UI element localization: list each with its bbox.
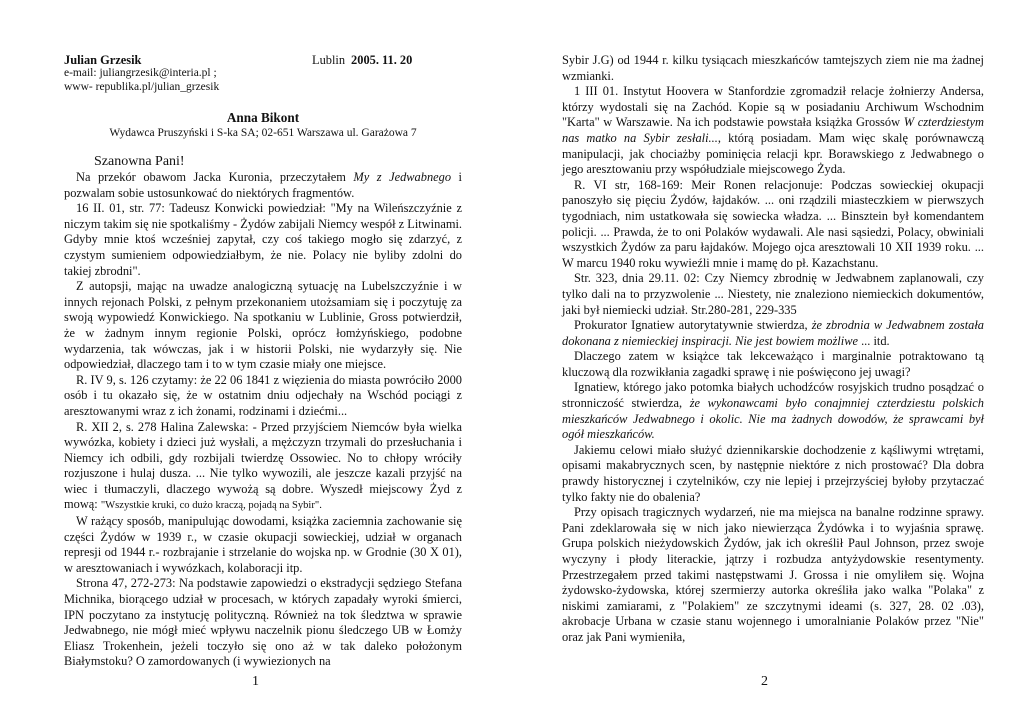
page-number: 1 xyxy=(252,674,259,689)
paragraph xyxy=(64,514,462,576)
page-2 xyxy=(512,0,1024,724)
paragraph xyxy=(64,170,462,201)
paragraph-text: 16 II. 01, str. 77: Tadeusz Konwicki powiedział: "My na Wileńszczyźnie z niczym takim się nie spotkaliśmy - Żydów zabijali Niemcy wespół z Litwinami. Gdyby mnie ktoś wcześniej zapytał, czy coś takiego mogło się zdarzyć, z czystym sumieniem odpowiedziałbym, że nie. Polacy nie byliby zdolni do takiej zbrodni". xyxy=(64,201,462,278)
paragraph xyxy=(562,53,984,84)
paragraph-text: W rażący sposób, manipulując dowodami, książka zaciemnia zachowanie się części Żydów w 1939 r., w czasie okupacji sowieckiej, udział w organach represji od 1944 r.- rozbrajanie i strzelanie do wojska np. w Grodnie (30 X 01), w aresztowaniach i wywózkach, kolaboracji itp. xyxy=(64,514,462,575)
author-name: Julian Grzesik xyxy=(64,53,142,67)
date: 2005. 11. 20 xyxy=(351,53,413,67)
paragraph xyxy=(562,443,984,505)
recipient-block xyxy=(64,110,462,140)
paragraph xyxy=(562,505,984,645)
paragraph-after: , którą posiadam. Mam więc skalę porównawczą manipulacji, jak chociażby pominięcia relacji kpr. Borawskiego z Jedwabnego o jego aresztowaniu przy współudziale miejscowego Żyda. xyxy=(562,130,984,177)
paragraph xyxy=(64,279,462,373)
paragraph-italic: że zbrodnia w Jedwabnem została dokonana z niemieckiej inspiracji. Nie jest bowiem możliwe xyxy=(562,318,984,348)
page-number: 2 xyxy=(761,674,768,689)
paragraph-text: Sybir J.G) od 1944 r. kilku tysiącach mieszkańców tamtejszych ziem nie ma żadnej wzmianki. xyxy=(562,53,984,83)
paragraph-text: R. VI str, 168-169: Meir Ronen relacjonuje: Podczas sowieckiej okupacji panoszyło się pięciu Żydów, łajdaków. ... oni rządzili miasteczkiem w pierwszych tygodniach, nim ustatkowała się sowiecka władza. ... Binsztein był komendantem policji. ... Prawda, że to oni Polaków wydawali. Ale nasi sąsiedzi, Polacy, obwiniali wszystkich Żydów za paru łajdaków. Mojego ojca aresztowali 10 XII 1939 roku. ... W marcu 1940 roku wywieźli mnie i mamę do pł. Kazachstanu. xyxy=(562,177,984,270)
paragraph-after: ... itd. xyxy=(857,333,890,348)
paragraph xyxy=(562,178,984,272)
paragraph-text: Strona 47, 272-273: Na podstawie zapowiedzi o ekstradycji sędziego Stefana Michnika, biorącego udział w procesach, w których zapadały wyroki śmierci, IPN poczytano za instytucję polityczną. Również na tok śledztwa w sprawie Jedwabnego, nie mógł mieć wpływu naczelnik pionu śledczego UB w Łomży Eliasz Trokenhein, jeżeli toczyło się ono aż w tak daleko położonym Białymstoku? O zamordowanych (i wywiezionych na xyxy=(64,576,462,669)
paragraph-text: Z autopsji, mając na uwadze analogiczną sytuację na Lubelszczyźnie i w innych rejonach Polski, z pełnym przekonaniem utożsamiam się i poczytuję za swoją wypowiedź Konwickiego. Na spotkaniu w Lublinie, Gross potwierdził, że w żadnym innym regionie Polski, oprócz łomżyńskiego, podobne wydarzenia, tak wówczas, jak i w historii Polski, nie wydarzyły się. Nie odpowiedział, dlaczego tam i to w tym czasie miały one miejsce. xyxy=(64,279,462,372)
paragraph xyxy=(562,318,984,349)
paragraph-before: Na przekór obawom Jacka Kuronia, przeczytałem xyxy=(76,170,354,184)
recipient-address: Wydawca Pruszyński i S-ka SA; 02-651 Warszawa ul. Garażowa 7 xyxy=(109,127,417,139)
paragraph xyxy=(562,349,984,380)
paragraph-italic: My z Jedwabnego xyxy=(353,170,452,184)
place-date xyxy=(312,53,412,67)
author-website: www- republika.pl/julian_grzesik xyxy=(64,80,220,93)
paragraph xyxy=(64,420,462,515)
page-1-body xyxy=(64,170,462,670)
paragraph xyxy=(562,380,984,442)
paragraph-text: Str. 323, dnia 29.11. 02: Czy Niemcy zbrodnię w Jedwabnem zaplanowali, czy tylko dali na to przyzwolenie ... Niestety, nie znaleziono niemieckich dokumentów, jaki był niemiecki udział. Str.280-281, 229-335 xyxy=(562,271,984,317)
paragraph-text: R. IV 9, s. 126 czytamy: że 22 06 1841 z więzienia do miasta powróciło 2000 osób i tu okazało się, że w ostatnim dniu odjechały na Wschód pociągi z aresztowanymi wraz z ich żonami, rodzinami i dziećmi... xyxy=(64,372,462,418)
paragraph-after: i pozwalam sobie ustosunkować do niektórych fragmentów. xyxy=(64,170,463,200)
paragraph-text: Przy opisach tragicznych wydarzeń, nie ma miejsca na banalne rodzinne sprawy. Pani zdeklarowała się w nich jako niewierząca Żydówka i to wyjaśnia sprawę. Grupa polskich nieżydowskich Żydów, jak ich określił Paul Johnson, przez swoje wyczyny i płody literackie, jątrzy i rozbudza antyżydowskie resentymenty. Przestrzegałem przed takimi następstwami J. Grossa i nie omyliłem się. Wojna żydowsko-żydowska, której szermierzy autorka określiła jako walka "Polaka" z niskimi zamiarami, z "Polakiem" ze szczytnymi ideami (s. 327, 28. 02 .03), akrobacje Urbana w czasie stanu wojennego i umoralnianie Polaków przez "Nie" oraz jak Pani wymieniła, xyxy=(562,505,984,644)
paragraph-italic: że wykonawcami było conajmniej czterdziestu polskich mieszkańców Jedwabnego i okolic. Nie ma żadnych dowodów, że sprawcami był ogół mieszkańców. xyxy=(562,396,984,442)
paragraph-before: 1 III 01. Instytut Hoovera w Stanfordzie zgromadził relacje żołnierzy Andersa, którzy wydostali się na Zachód. Kopie są w posiadaniu Archiwum Wschodnim "Karta" w Warszawie. Na ich podstawie powstała książka Grossów xyxy=(562,84,984,130)
paragraph-before: Ignatiew, którego jako potomka białych uchodźców rosyjskich trudno posądzać o stronniczość stwierdza, xyxy=(562,380,984,411)
paragraph xyxy=(64,576,462,670)
paragraph-text: Dlaczego zatem w książce tak lekceważąco i marginalnie potraktowano tą kluczową dla rozwikłania zagadki sprawę i nie poświęcono jej uwagi? xyxy=(562,349,984,379)
paragraph-before: Prokurator Ignatiew autorytatywnie stwierdza, xyxy=(574,318,812,333)
paragraph-italic: W czterdziestym nas matko na Sybir zesłali... xyxy=(562,115,985,145)
city: Lublin xyxy=(312,53,346,67)
author-email: e-mail: juliangrzesik@interia.pl ; xyxy=(64,67,217,79)
paragraph-before: R. XII 2, s. 278 Halina Zalewska: - Przed przyjściem Niemców była wielka wywózka, kobiety i dzieci już wysłali, a mężczyzn trzymali do przesłuchania i Niemcy ich odbili, gdy rozbijali twierdzę Ossowiec. No to chłopy wróciły rozjuszone i hulaj dusza. ... Nie tylko wywozili, ale jeszcze kazali przyjść na wiec i tłumaczyli, dlaczego wywożą są dobre. Wyszedł miejscowy Żyd z mową: xyxy=(64,419,462,512)
recipient-name: Anna Bikont xyxy=(226,110,300,125)
paragraph xyxy=(64,373,462,420)
greeting: Szanowna Pani! xyxy=(94,154,185,169)
paragraph-small: "Wszystkie kruki, co dużo kraczą, pojadą na Sybir". xyxy=(100,500,322,512)
paragraph xyxy=(562,271,984,318)
paragraph-text: Jakiemu celowi miało służyć dziennikarskie dochodzenie z kąśliwymi wtrętami, opisami makabrycznych scen, by następnie niektóre z nich prostować? Dla dobra prawdy historycznej i czytelników, czy nie lepiej i przejrzyściej byłoby przytaczać tylko fakty nie do obalenia? xyxy=(562,442,984,504)
letter-header xyxy=(64,53,462,94)
paragraph xyxy=(562,84,984,178)
paragraph xyxy=(64,201,462,279)
page-2-body xyxy=(562,53,984,646)
